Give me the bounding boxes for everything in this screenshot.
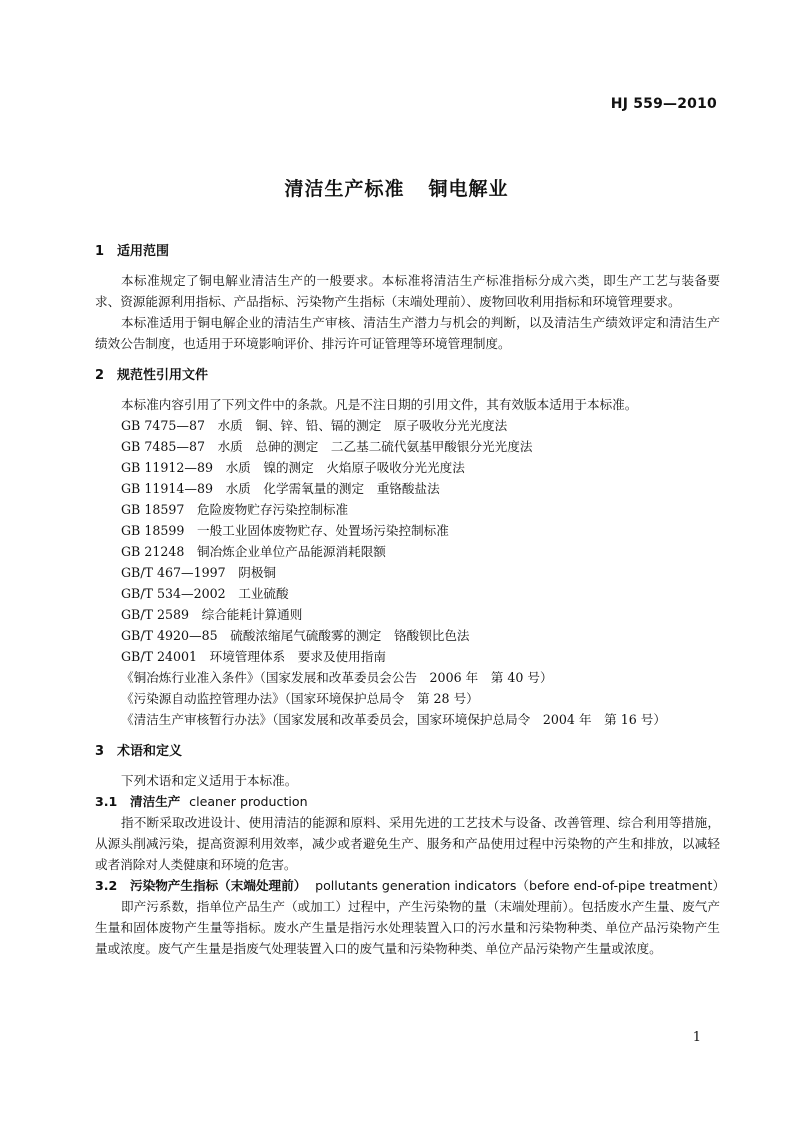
standard-code: HJ 559—2010 xyxy=(610,96,717,112)
paragraph: 下列术语和定义适用于本标准。 xyxy=(121,773,298,788)
term-3-1-heading xyxy=(95,791,720,812)
term-english: cleaner production xyxy=(189,794,308,809)
term-definition: 即产污系数，指单位产品生产（或加工）过程中，产生污染物的量（末端处理前）。包括废水产生量、废气产生量和固体废物产生量等指标。废水产生量是指污水处理装置入口的污水量和污染物种类、单位产品污染物产生量或浓度。废气产生量是指废气处理装置入口的废气量和污染物种类、单位产品污染物产生量或浓度。 xyxy=(95,899,720,956)
reference-item: 《污染源自动监控管理办法》（国家环境保护总局令 第 28 号） xyxy=(121,691,479,706)
section-number: 2 xyxy=(95,368,105,383)
reference-item: GB 18599 一般工业固体废物贮存、处置场污染控制标准 xyxy=(121,523,449,538)
document-body xyxy=(95,240,726,959)
reference-item: GB 18597 危险废物贮存污染控制标准 xyxy=(121,502,349,517)
paragraph: 本标准内容引用了下列文件中的条款。凡是不注日期的引用文件，其有效版本适用于本标准。 xyxy=(121,397,638,412)
section-3-heading xyxy=(95,740,720,764)
reference-item: GB 11914—89 水质 化学需氧量的测定 重铬酸盐法 xyxy=(121,481,440,496)
section-title: 适用范围 xyxy=(117,244,170,259)
reference-item: GB 11912—89 水质 镍的测定 火焰原子吸收分光光度法 xyxy=(121,460,465,475)
reference-item: GB/T 534—2002 工业硫酸 xyxy=(121,586,289,601)
term-definition: 指不断采取改进设计、使用清洁的能源和原料、采用先进的工艺技术与设备、改善管理、综合利用等措施，从源头削减污染，提高资源利用效率，减少或者避免生产、服务和产品使用过程中污染物的产生和排放，以减轻或者消除对人类健康和环境的危害。 xyxy=(95,815,720,872)
section-number: 1 xyxy=(95,244,105,259)
reference-item: GB 7475—87 水质 铜、锌、铅、镉的测定 原子吸收分光光度法 xyxy=(121,418,508,433)
term-name: 清洁生产 xyxy=(130,794,181,809)
title-part-2: 铜电解业 xyxy=(428,178,509,200)
section-title: 术语和定义 xyxy=(117,744,183,759)
title-part-1: 清洁生产标准 xyxy=(284,178,405,200)
reference-item: GB/T 467—1997 阴极铜 xyxy=(121,565,277,580)
term-number: 3.1 xyxy=(95,794,118,809)
term-number: 3.2 xyxy=(95,878,118,893)
section-title: 规范性引用文件 xyxy=(117,368,209,383)
reference-item: 《清洁生产审核暂行办法》（国家发展和改革委员会，国家环境保护总局令 2004 年 第 16 号） xyxy=(121,712,666,727)
document-title xyxy=(0,174,793,201)
section-number: 3 xyxy=(95,744,105,759)
reference-item: GB/T 4920—85 硫酸浓缩尾气硫酸雾的测定 铬酸钡比色法 xyxy=(121,628,470,643)
section-1-heading xyxy=(95,240,720,264)
reference-item: GB 7485—87 水质 总砷的测定 二乙基二硫代氨基甲酸银分光光度法 xyxy=(121,439,533,454)
paragraph: 本标准规定了铜电解业清洁生产的一般要求。本标准将清洁生产标准指标分成六类，即生产工艺与装备要求、资源能源利用指标、产品指标、污染物产生指标（末端处理前）、废物回收利用指标和环境管理要求。 xyxy=(95,273,720,309)
term-english: pollutants generation indicators（before end-of-pipe treatment） xyxy=(315,878,726,893)
page-number: 1 xyxy=(692,1030,701,1045)
reference-item: GB 21248 铜冶炼企业单位产品能源消耗限额 xyxy=(121,544,386,559)
reference-item: GB/T 2589 综合能耗计算通则 xyxy=(121,607,303,622)
term-name: 污染物产生指标（末端处理前） xyxy=(130,878,307,893)
section-2-heading xyxy=(95,364,720,388)
reference-item: 《铜冶炼行业准入条件》（国家发展和改革委员会公告 2006 年 第 40 号） xyxy=(121,670,553,685)
reference-item: GB/T 24001 环境管理体系 要求及使用指南 xyxy=(121,649,386,664)
paragraph: 本标准适用于铜电解企业的清洁生产审核、清洁生产潜力与机会的判断，以及清洁生产绩效评定和清洁生产绩效公告制度，也适用于环境影响评价、排污许可证管理等环境管理制度。 xyxy=(95,315,720,351)
term-3-2-heading xyxy=(95,875,726,896)
